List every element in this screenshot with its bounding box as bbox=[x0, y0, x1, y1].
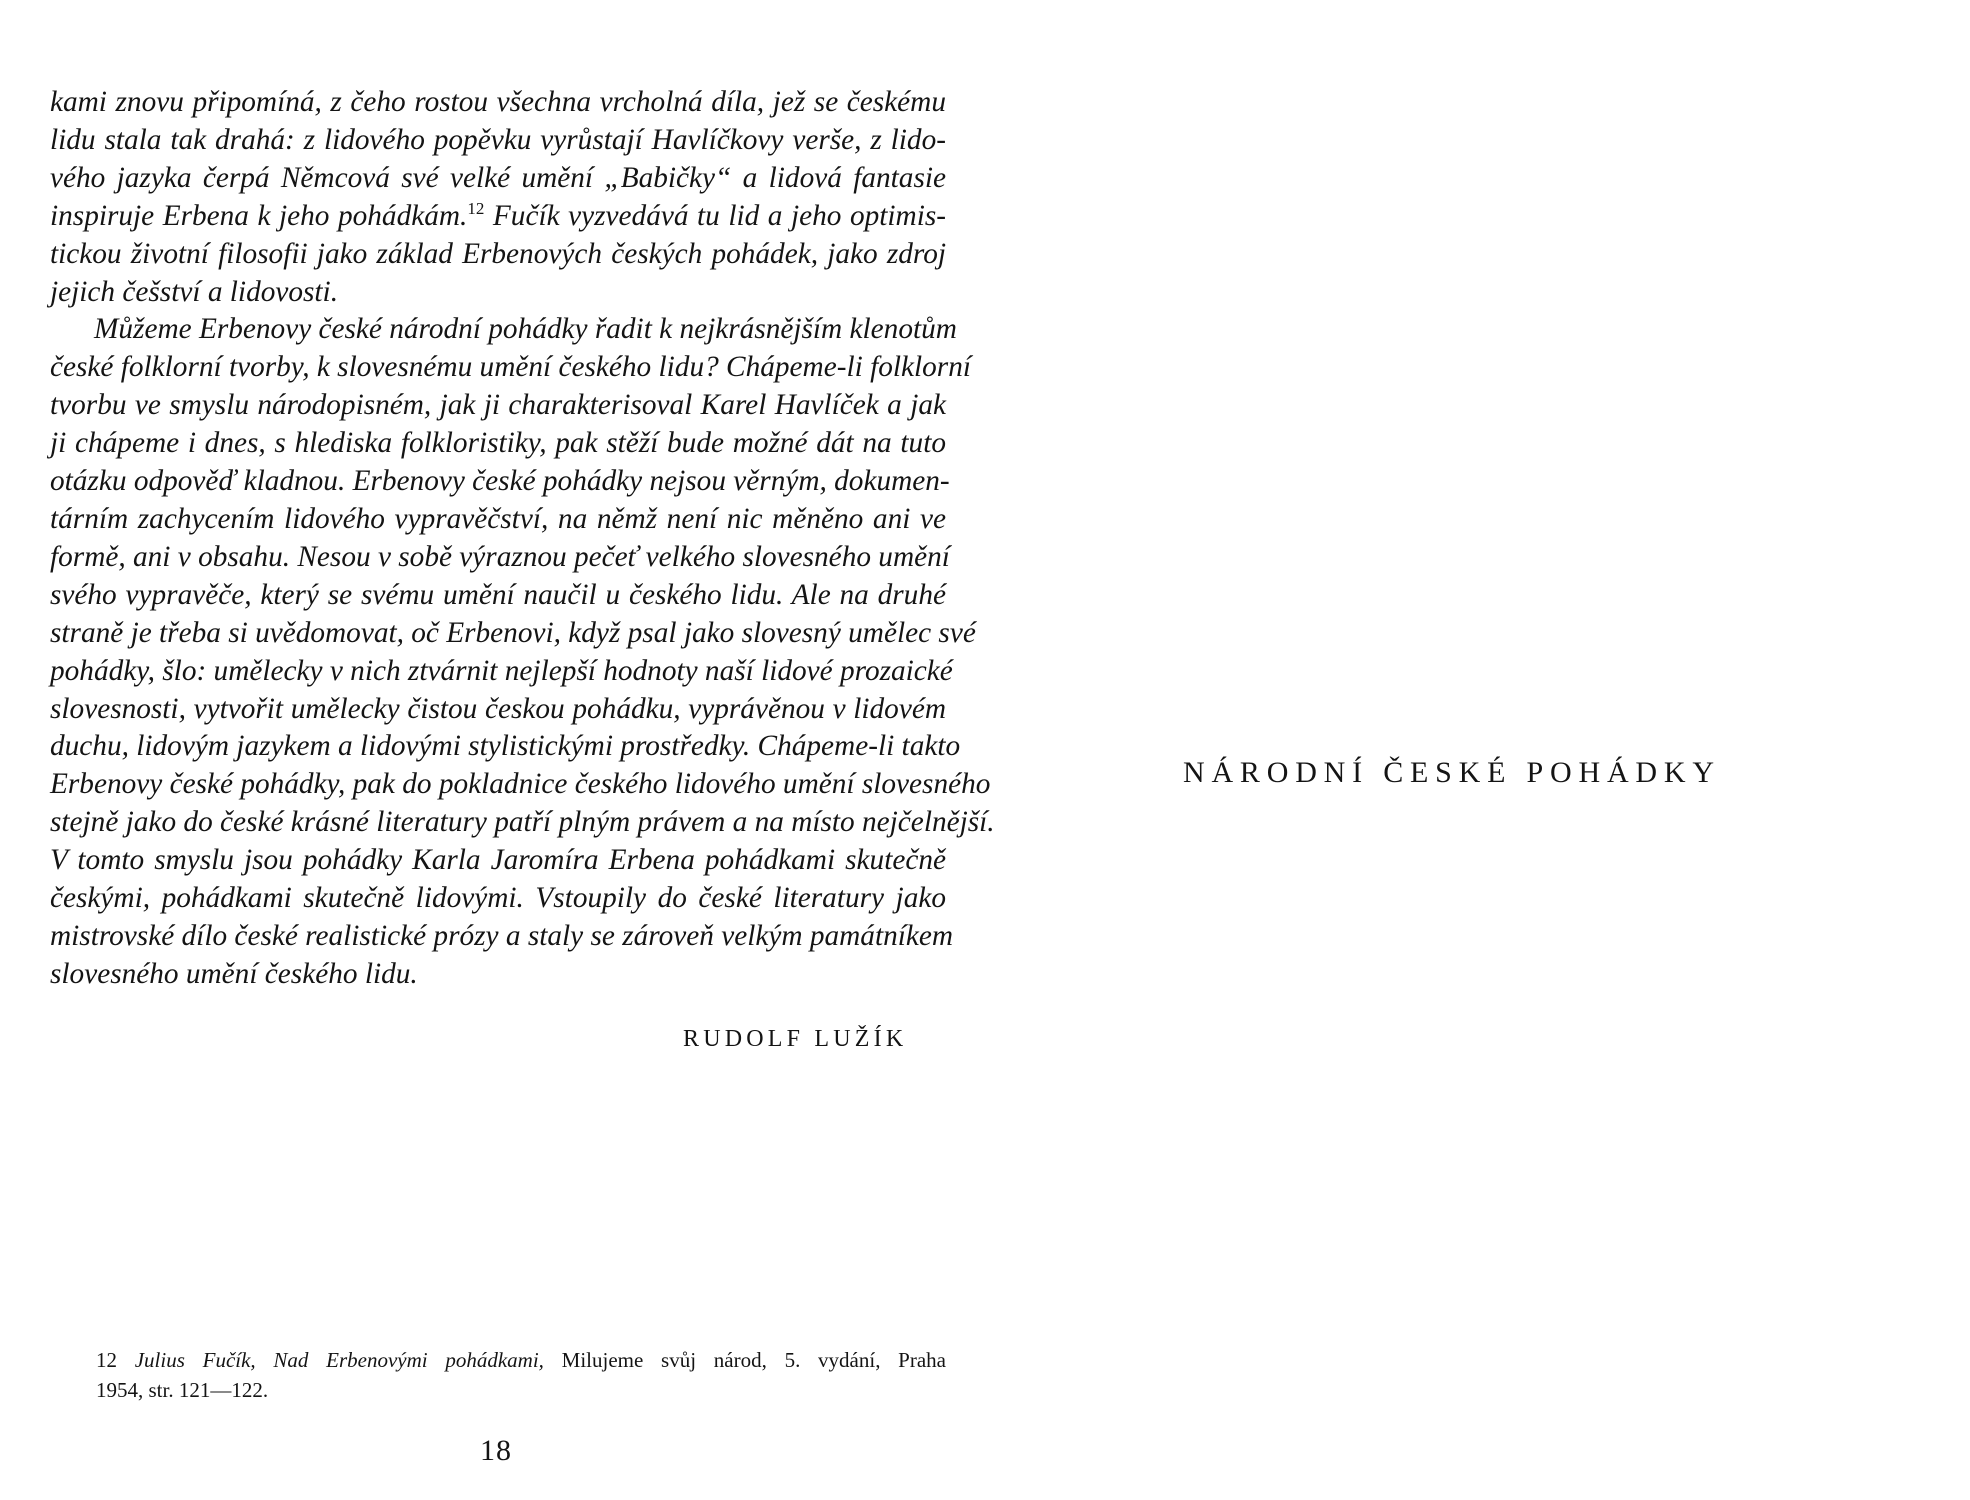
text-line: tvorbu ve smyslu národopisném, jak ji charakterisoval Karel Havlíček a jak bbox=[50, 389, 946, 422]
text-line: otázku odpověď kladnou. Erbenovy české pohádky nejsou věrným, dokumen- bbox=[50, 465, 950, 498]
text-fragment: inspiruje Erbena k jeho pohádkám. bbox=[50, 199, 468, 232]
text-fragment: Fučík vyzvedává tu lid a jeho optimis- bbox=[484, 199, 946, 232]
footnote-line: 1954, str. 121—122. bbox=[96, 1378, 269, 1402]
page-number: 18 bbox=[480, 1434, 512, 1467]
text-line: tárním zachycením lidového vypravěčství, na němž není nic měněno ani ve bbox=[50, 502, 946, 535]
section-title: NÁRODNÍ ČESKÉ POHÁDKY bbox=[1183, 756, 1721, 789]
text-line: slovesného umění českého lidu. bbox=[50, 957, 418, 990]
text-line-with-footnote-ref bbox=[50, 198, 946, 236]
body-text bbox=[50, 84, 995, 994]
author-signature: RUDOLF LUŽÍK bbox=[683, 1026, 908, 1052]
text-line: vého jazyka čerpá Němcová své velké umění „Babičky“ a lidová fantasie bbox=[50, 161, 946, 194]
text-line: mistrovské dílo české realistické prózy a staly se zároveň velkým památníkem bbox=[50, 919, 954, 952]
text-line: lidu stala tak drahá: z lidového popěvku vyrůstají Havlíčkovy verše, z lido- bbox=[50, 123, 946, 156]
text-line: tickou životní filosofii jako základ Erbenových českých pohádek, jako zdroj bbox=[50, 237, 946, 270]
footnote-citation-source: Milujeme svůj národ, 5. vydání, Praha bbox=[543, 1348, 946, 1372]
footnote-number: 12 bbox=[96, 1348, 117, 1372]
footnote bbox=[96, 1345, 946, 1405]
text-line: duchu, lidovým jazykem a lidovými stylistickými prostředky. Chápeme-li takto bbox=[50, 730, 961, 763]
text-line: stejně jako do české krásné literatury patří plným právem a na místo nejčelnější. bbox=[50, 806, 995, 839]
text-line: pohádky, šlo: umělecky v nich ztvárnit nejlepší hodnoty naší lidové prozaické bbox=[50, 654, 953, 687]
text-line: kami znovu připomíná, z čeho rostou všechna vrcholná díla, jež se českému bbox=[50, 86, 946, 118]
text-line: V tomto smyslu jsou pohádky Karla Jaromíra Erbena pohádkami skutečně bbox=[50, 844, 946, 877]
text-line: slovesnosti, vytvořit umělecky čistou českou pohádku, vyprávěnou v lidovém bbox=[50, 692, 946, 725]
right-page bbox=[985, 0, 1970, 1500]
text-line: svého vypravěče, který se svému umění naučil u českého lidu. Ale na druhé bbox=[50, 578, 946, 611]
footnote-line bbox=[96, 1345, 946, 1375]
text-line: Můžeme Erbenovy české národní pohádky řadit k nejkrásnějším klenotům bbox=[94, 313, 957, 346]
footnote-reference: 12 bbox=[467, 198, 485, 218]
text-line: české folklorní tvorby, k slovesnému umění českého lidu? Chápeme-li folklorní bbox=[50, 351, 971, 384]
text-line: ji chápeme i dnes, s hlediska folkloristiky, pak stěží bude možné dát na tuto bbox=[50, 427, 946, 460]
footnote-citation-title: Julius Fučík, Nad Erbenovými pohádkami, bbox=[134, 1348, 544, 1372]
text-line: jejich češství a lidovosti. bbox=[50, 275, 339, 308]
text-line: Erbenovy české pohádky, pak do pokladnice českého lidového umění slovesného bbox=[50, 768, 991, 801]
text-line: českými, pohádkami skutečně lidovými. Vstoupily do české literatury jako bbox=[50, 882, 946, 915]
text-line: straně je třeba si uvědomovat, oč Erbenovi, když psal jako slovesný umělec své bbox=[50, 616, 976, 649]
text-line: formě, ani v obsahu. Nesou v sobě výraznou pečeť velkého slovesného umění bbox=[50, 540, 950, 573]
